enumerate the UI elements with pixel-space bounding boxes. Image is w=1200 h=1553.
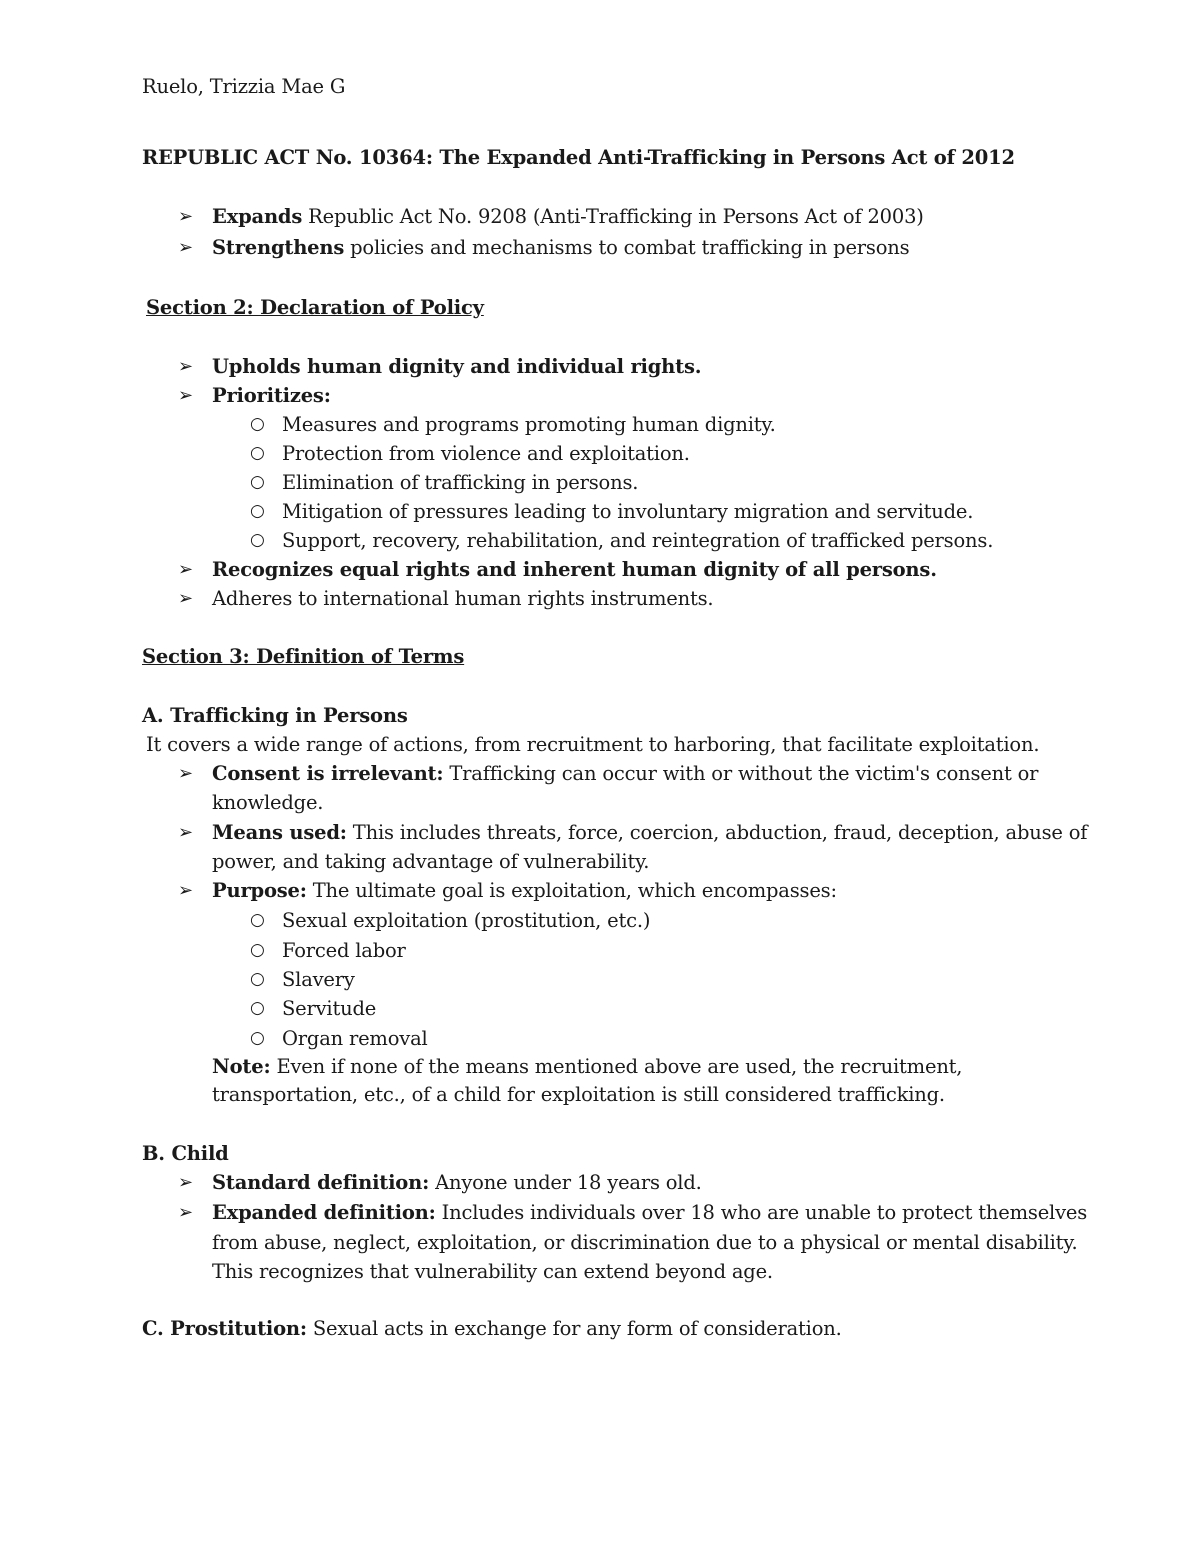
bullet-text: Trafficking can occur with or without the victim's consent or (443, 762, 1039, 785)
arrow-bullet-icon: ➢ (178, 822, 193, 843)
arrow-bullet-icon: ➢ (178, 588, 193, 609)
circle-bullet-icon: ○ (250, 969, 265, 989)
list-item (0, 584, 1200, 613)
section-3-heading: Section 3: Definition of Terms (142, 645, 465, 668)
document-title: REPUBLIC ACT No. 10364: The Expanded Anti-Trafficking in Persons Act of 2012 (142, 146, 1015, 169)
bullet-text: Prioritizes: (212, 384, 331, 407)
bullet-bold: Strengthens (212, 236, 345, 259)
list-item (0, 202, 1200, 231)
bullet-text: knowledge. (212, 791, 324, 814)
sub-list-item (0, 468, 1200, 497)
circle-bullet-icon: ○ (250, 910, 265, 930)
sub-list-item (0, 1024, 1200, 1053)
bullet-bold: Consent is irrelevant: (212, 762, 444, 785)
bullet-text: This recognizes that vulnerability can extend beyond age. (212, 1260, 773, 1283)
arrow-bullet-icon: ➢ (178, 1202, 193, 1223)
sub-bullet-text: Mitigation of pressures leading to involuntary migration and servitude. (282, 500, 974, 523)
section-2-heading: Section 2: Declaration of Policy (146, 296, 484, 319)
sub-list-item (0, 439, 1200, 468)
circle-bullet-icon: ○ (250, 998, 265, 1018)
sub-bullet-text: Servitude (282, 997, 377, 1020)
list-item (0, 233, 1200, 262)
subsection-c-text: Sexual acts in exchange for any form of consideration. (306, 1317, 842, 1340)
bullet-bold: Purpose: (212, 879, 307, 902)
bullet-text: Upholds human dignity and individual rights. (212, 355, 702, 378)
note (0, 1052, 1200, 1081)
bullet-text: Adheres to international human rights instruments. (212, 587, 714, 610)
sub-list-item (0, 410, 1200, 439)
list-item-continuation (0, 1257, 1200, 1286)
list-item-continuation (0, 1228, 1200, 1257)
list-item (0, 1168, 1200, 1197)
sub-bullet-text: Forced labor (282, 939, 406, 962)
note-text: transportation, etc., of a child for exploitation is still considered trafficking. (212, 1083, 945, 1106)
subsection-a-intro: It covers a wide range of actions, from recruitment to harboring, that facilitate exploitation. (146, 733, 1040, 756)
arrow-bullet-icon: ➢ (178, 763, 193, 784)
sub-list-item (0, 936, 1200, 965)
sub-list-item (0, 497, 1200, 526)
circle-bullet-icon: ○ (250, 1028, 265, 1048)
list-item (0, 759, 1200, 788)
note-text: Even if none of the means mentioned above are used, the recruitment, (270, 1055, 963, 1078)
note-continuation (0, 1080, 1200, 1109)
bullet-text: This includes threats, force, coercion, abduction, fraud, deception, abuse of (346, 821, 1088, 844)
sub-bullet-text: Support, recovery, rehabilitation, and reintegration of trafficked persons. (282, 529, 994, 552)
arrow-bullet-icon: ➢ (178, 237, 193, 258)
bullet-text: Includes individuals over 18 who are unable to protect themselves (435, 1201, 1088, 1224)
list-item (0, 1198, 1200, 1227)
bullet-text: power, and taking advantage of vulnerability. (212, 850, 650, 873)
list-item (0, 818, 1200, 847)
bullet-bold: Means used: (212, 821, 347, 844)
list-item (0, 381, 1200, 410)
bullet-text: policies and mechanisms to combat trafficking in persons (344, 236, 910, 259)
list-item-continuation (0, 788, 1200, 817)
author-name: Ruelo, Trizzia Mae G (142, 75, 346, 98)
list-item (0, 352, 1200, 381)
sub-list-item (0, 994, 1200, 1023)
circle-bullet-icon: ○ (250, 472, 265, 492)
subsection-a-heading: A. Trafficking in Persons (142, 704, 408, 727)
arrow-bullet-icon: ➢ (178, 1172, 193, 1193)
arrow-bullet-icon: ➢ (178, 385, 193, 406)
subsection-c (142, 1314, 842, 1343)
sub-list-item (0, 965, 1200, 994)
bullet-text: from abuse, neglect, exploitation, or discrimination due to a physical or mental disability. (212, 1231, 1078, 1254)
bullet-bold: Standard definition: (212, 1171, 430, 1194)
arrow-bullet-icon: ➢ (178, 880, 193, 901)
sub-bullet-text: Elimination of trafficking in persons. (282, 471, 639, 494)
subsection-c-heading: C. Prostitution: (142, 1317, 307, 1340)
note-label: Note: (212, 1055, 271, 1078)
sub-bullet-text: Slavery (282, 968, 355, 991)
list-item (0, 555, 1200, 584)
list-item-continuation (0, 847, 1200, 876)
circle-bullet-icon: ○ (250, 530, 265, 550)
bullet-text: Republic Act No. 9208 (Anti-Trafficking in Persons Act of 2003) (302, 205, 924, 228)
bullet-text: Recognizes equal rights and inherent human dignity of all persons. (212, 558, 937, 581)
sub-bullet-text: Sexual exploitation (prostitution, etc.) (282, 909, 651, 932)
sub-bullet-text: Measures and programs promoting human dignity. (282, 413, 776, 436)
sub-list-item (0, 526, 1200, 555)
subsection-b-heading: B. Child (142, 1142, 229, 1165)
circle-bullet-icon: ○ (250, 443, 265, 463)
bullet-bold: Expands (212, 205, 303, 228)
list-item (0, 876, 1200, 905)
bullet-bold: Expanded definition: (212, 1201, 436, 1224)
arrow-bullet-icon: ➢ (178, 206, 193, 227)
circle-bullet-icon: ○ (250, 414, 265, 434)
sub-bullet-text: Protection from violence and exploitation. (282, 442, 690, 465)
bullet-text: The ultimate goal is exploitation, which encompasses: (306, 879, 837, 902)
arrow-bullet-icon: ➢ (178, 559, 193, 580)
circle-bullet-icon: ○ (250, 940, 265, 960)
bullet-text: Anyone under 18 years old. (429, 1171, 702, 1194)
circle-bullet-icon: ○ (250, 501, 265, 521)
sub-bullet-text: Organ removal (282, 1027, 428, 1050)
arrow-bullet-icon: ➢ (178, 356, 193, 377)
sub-list-item (0, 906, 1200, 935)
